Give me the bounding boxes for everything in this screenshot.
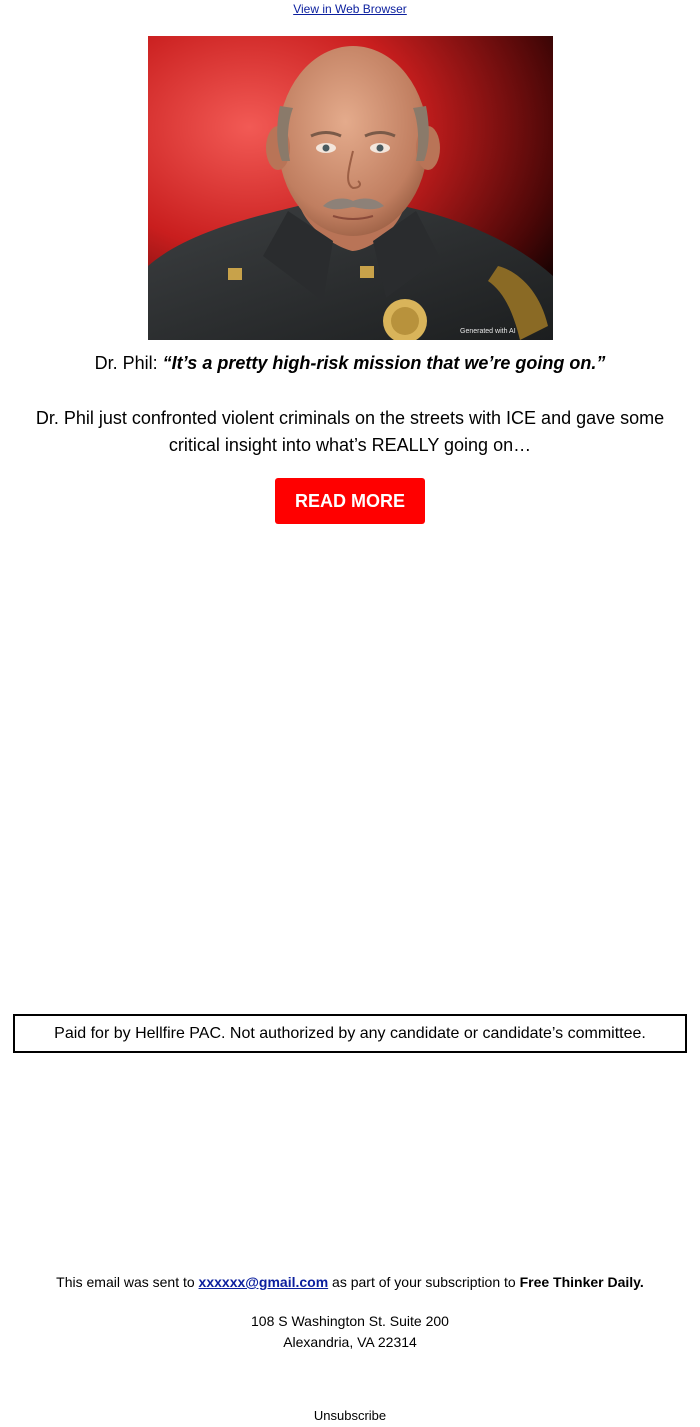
read-more-button[interactable]: READ MORE (275, 478, 425, 524)
sent-prefix: This email was sent to (56, 1274, 199, 1290)
ai-watermark: Generated with AI (460, 328, 516, 335)
address-line-2: Alexandria, VA 22314 (283, 1334, 417, 1350)
quote-line (0, 352, 700, 374)
hero-image[interactable] (148, 36, 553, 340)
address-line-1: 108 S Washington St. Suite 200 (251, 1313, 449, 1329)
sent-middle: as part of your subscription to (328, 1274, 520, 1290)
mailing-address (0, 1311, 700, 1353)
brand-name: Free Thinker Daily. (519, 1274, 644, 1290)
quote-text: “It’s a pretty high-risk mission that we’re going on.” (162, 353, 606, 373)
recipient-email-link[interactable]: xxxxxx@gmail.com (198, 1274, 329, 1290)
view-in-browser-link[interactable]: View in Web Browser (293, 2, 407, 16)
article-body: Dr. Phil just confronted violent criminals on the streets with ICE and gave some critical insight into what’s REALLY going on… (35, 408, 665, 455)
subscription-notice (0, 1272, 700, 1292)
unsubscribe-link[interactable]: Unsubscribe (313, 1408, 387, 1423)
speaker-label: Dr. Phil: (94, 353, 163, 373)
paid-for-disclaimer: Paid for by Hellfire PAC. Not authorized by any candidate or candidate’s committee. (13, 1014, 687, 1053)
